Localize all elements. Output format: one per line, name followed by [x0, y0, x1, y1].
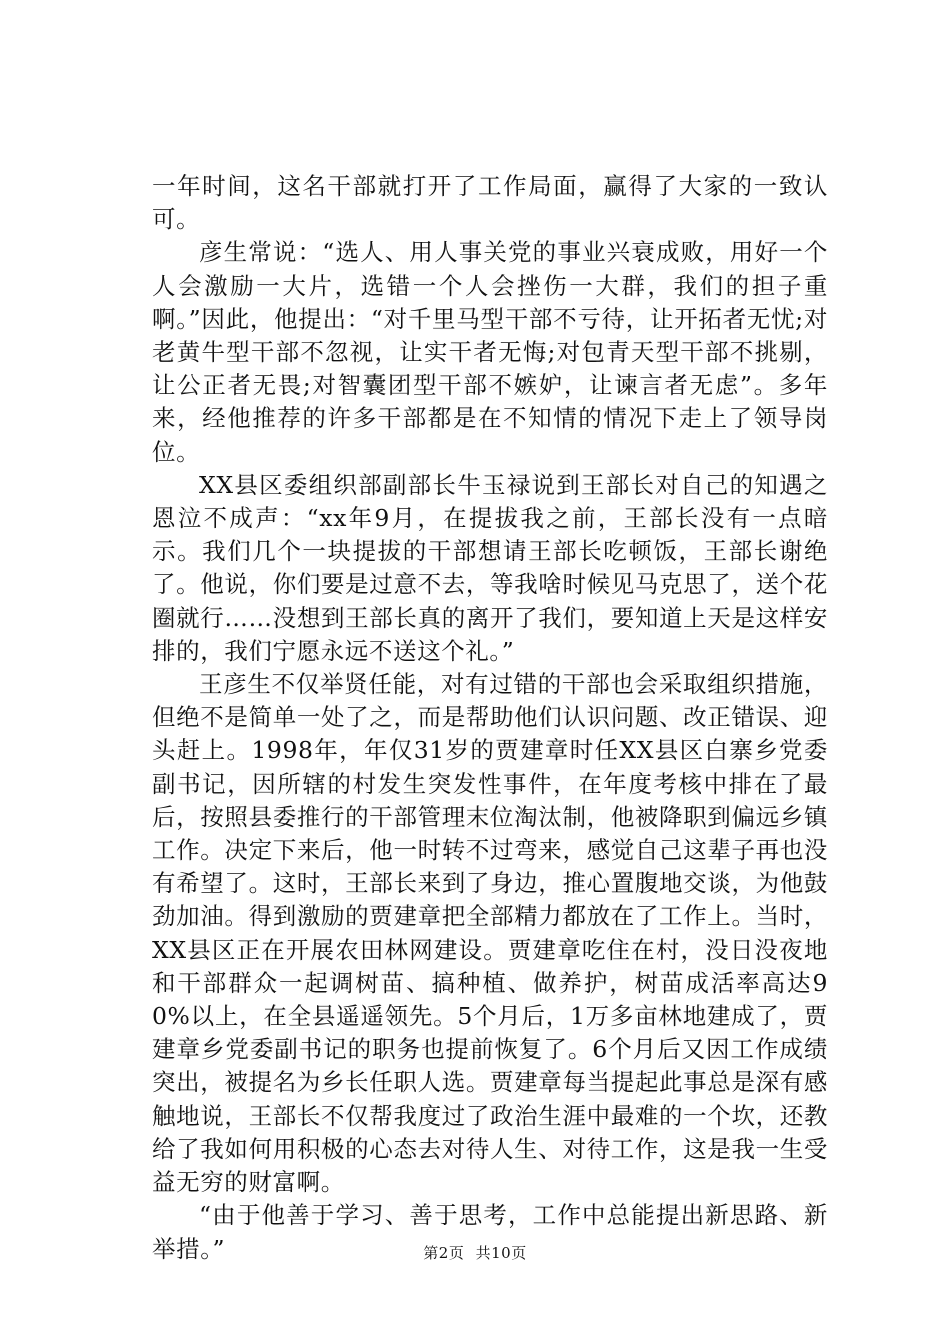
paragraph: 王彦生不仅举贤任能，对有过错的干部也会采取组织措施，但绝不是简单一处了之，而是帮助他们认识问题、改正错误、迎头赶上。1998年，年仅31岁的贾建章时任XX县区白寨乡党委副书记，因所辖的村发生突发性事件，在年度考核中排在了最后，按照县委推行的干部管理末位淘汰制，他被降职到偏远乡镇工作。决定下来后，他一时转不过弯来，感觉自己这辈子再也没有希望了。这时，王部长来到了身边，推心置腹地交谈，为他鼓劲加油。得到激励的贾建章把全部精力都放在了工作上。当时，XX县区正在开展农田林网建设。贾建章吃住在村，没日没夜地和干部群众一起调树苗、搞种植、做养护，树苗成活率高达90%以上，在全县遥遥领先。5个月后，1万多亩林地建成了，贾建章乡党委副书记的职务也提前恢复了。6个月后又因工作成绩突出，被提名为乡长任职人选。贾建章每当提起此事总是深有感触地说，王部长不仅帮我度过了政治生涯中最难的一个坎，还教给了我如何用积极的心态去对待人生、对待工作，这是我一生受益无穷的财富啊。 — [152, 670, 828, 1197]
body-text — [152, 170, 828, 1266]
page-footer — [0, 1242, 950, 1263]
paragraph-continuation: 一年时间，这名干部就打开了工作局面，赢得了大家的一致认可。 — [152, 172, 828, 234]
paragraph: “由于他善于学习、善于思考，工作中总能提出新思路、新举措。” — [152, 1201, 828, 1263]
page-total: 共10页 — [475, 1244, 527, 1262]
page-number: 第2页 — [423, 1244, 465, 1262]
paragraph: XX县区委组织部副部长牛玉禄说到王部长对自己的知遇之恩泣不成声：“xx年9月，在提拔我之前，王部长没有一点暗示。我们几个一块提拔的干部想请王部长吃顿饭，王部长谢绝了。他说，你们要是过意不去，等我啥时候见马克思了，送个花圈就行……没想到王部长真的离开了我们，要知道上天是这样安排的，我们宁愿永远不送这个礼。” — [152, 470, 828, 665]
paragraph: 彦生常说：“选人、用人事关党的事业兴衰成败，用好一个人会激励一大片，选错一个人会挫伤一大群，我们的担子重啊。”因此，他提出：“对千里马型干部不亏待，让开拓者无忧;对老黄牛型干部不忽视，让实干者无悔;对包青天型干部不挑剔，让公正者无畏;对智囊团型干部不嫉妒，让谏言者无虑”。多年来，经他推荐的许多干部都是在不知情的情况下走上了领导岗位。 — [152, 238, 828, 466]
